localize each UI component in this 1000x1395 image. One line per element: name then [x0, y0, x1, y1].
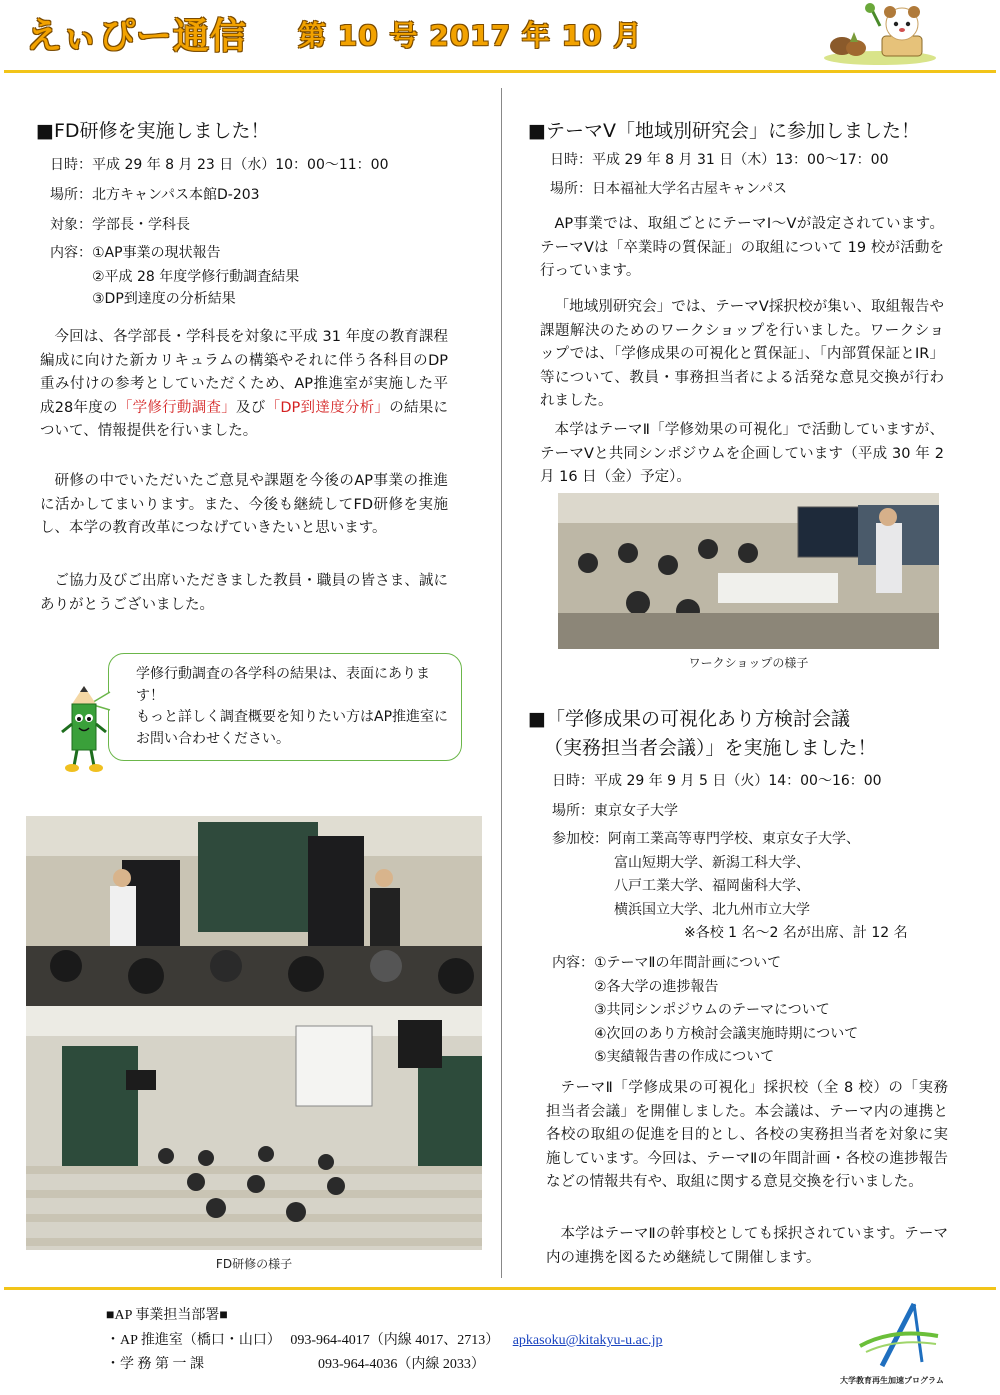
masthead-title: えぃぴー通信: [26, 16, 247, 57]
workshop-photo-caption: ワークショップの様子: [688, 656, 809, 670]
fd-meta-row: ③DP到達度の分析結果: [92, 291, 236, 307]
footer-tel-ap: 093-964-4017（内線 4017、2713）: [290, 1333, 500, 1348]
fd-paragraph-1: 今回は、各学部長・学科長を対象に平成 31 年度の教育課程編成に向けた新カリキュラムの構築やそれに伴う各科目のDP重み付けの参考としていただくため、AP推進室が実施した平成28年度の「学修行動調査」及び「DP到達度分析」の結果について、情報提供を行いました。: [40, 329, 449, 439]
meeting-paragraph-2: 本学はテーマⅡの幹事校としても採択されています。テーマ内の連携を図るため継続して開催します。: [546, 1226, 948, 1266]
highlight-survey: 「学修行動調査」: [117, 399, 237, 416]
fd-meta-row: 対象：学部長・学科長: [50, 217, 190, 233]
theme5-paragraph-2: 「地域別研究会」では、テーマⅤ採択校が集い、取組報告や課題解決のためのワークショップを行いました。ワークショップでは、「学修成果の可視化と質保証」、「内部質保証とIR」等について、教員・事務担当者による活発な意見交換が行われました。: [540, 299, 944, 409]
highlight-dp: 「DP到達度分析」: [265, 399, 390, 416]
workshop-photo: [558, 493, 939, 649]
theme5-meta: [550, 148, 889, 202]
meeting-paragraph-1: テーマⅡ「学修成果の可視化」採択校（全 8 校）の「実務担当者会議」を開催しました。本会議は、テーマ内の連携と各校の取組の促進を目的とし、各校の実務担当者を対象に実施しています。今回は、テーマⅡの年間計画・各校の進捗報告などの情報共有や、取組に関する意見交換を行いました。: [546, 1080, 948, 1190]
fd-meta-row: 場所：北方キャンパス本館D-203: [50, 187, 260, 203]
meeting-schools: 参加校：阿南工業高等専門学校、東京女子大学、 富山短期大学、新潟工科大学、 八戸工業大学、福岡歯科大学、 横浜国立大学、北九州市立大学 ※各校 1 名～2 名が出席、計 12 名: [552, 831, 908, 941]
theme5-paragraph-1: AP事業では、取組ごとにテーマⅠ～Ⅴが設定されています。テーマⅤは「卒業時の質保証」の取組について 19 校が活動を行っています。: [540, 216, 944, 279]
footer-heading: ■AP 事業担当部署■: [106, 1308, 228, 1323]
meeting-section-title-1: ■「学修成果の可視化あり方検討会議: [528, 708, 850, 730]
meeting-date: 日時：平成 29 年 9 月 5 日（火）14：00～16：00: [552, 773, 882, 789]
footer-dept-ap: ・AP 推進室（橋口・山口）: [106, 1333, 281, 1348]
meeting-place: 場所：東京女子大学: [552, 803, 678, 819]
bubble-text: 学修行動調査の各学科の結果は、表面にあります！ もっと詳しく調査概要を知りたい方はAP推進室にお問い合わせください。: [136, 666, 449, 747]
pencil-mascot-icon: [58, 686, 110, 778]
footer-email-link[interactable]: apkasoku@kitakyu-u.ac.jp: [512, 1333, 663, 1348]
fd-meta-row: 内容：①AP事業の現状報告: [50, 245, 221, 261]
footer-dept-gakumu: ・学 務 第 一 課: [106, 1357, 204, 1372]
fd-photo-bottom: [26, 1006, 482, 1250]
fd-paragraph-3: ご協力及びご出席いただきました教員・職員の皆さま、誠にありがとうございました。: [40, 573, 448, 613]
fd-meta-row: 日時：平成 29 年 8 月 23 日（水）10：00～11：00: [50, 157, 389, 173]
ap-program-logo-icon: [852, 1302, 942, 1378]
header-rule: [4, 70, 996, 73]
footer-row-ap: [106, 1330, 662, 1351]
theme5-meta-row: 日時：平成 29 年 8 月 31 日（木）13：00～17：00: [550, 152, 889, 168]
meeting-section-title-2: （実務担当者会議）」を実施しました！: [544, 737, 877, 759]
fd-meta-row: ②平成 28 年度学修行動調査結果: [92, 269, 300, 285]
theme5-section-title: ■テーマⅤ「地域別研究会」に参加しました！: [528, 120, 920, 142]
column-divider: [501, 88, 502, 1278]
fd-photo-top: [26, 816, 482, 1006]
meeting-content: 内容：①テーマⅡの年間計画について ②各大学の進捗報告 ③共同シンポジウムのテーマについて ④次回のあり方検討会議実施時期について ⑤実績報告書の作成について: [552, 955, 859, 1065]
fd-paragraph-2: 研修の中でいただいたご意見や課題を今後のAP事業の推進に活かしてまいります。また、今後も継続してFD研修を実施し、本学の教育改革につなげていきたいと思います。: [40, 473, 448, 536]
fd-photo-caption: FD研修の様子: [215, 1257, 293, 1271]
theme5-meta-row: 場所：日本福祉大学名古屋キャンパス: [550, 181, 788, 197]
footer-row-gakumu: [106, 1354, 485, 1375]
footer-tel-gakumu: 093-964-4036（内線 2033）: [318, 1357, 485, 1372]
mascot-illustration: [820, 2, 940, 66]
footer-rule: [4, 1287, 996, 1290]
issue-date: 第 10 号 2017 年 10 月: [298, 19, 643, 52]
theme5-paragraph-3: 本学はテーマⅡ「学修効果の可視化」で活動していますが、テーマⅤと共同シンポジウムを企画しています（平成 30 年 2 月 16 日（金）予定）。: [540, 422, 944, 485]
fd-section-title: ■FD研修を実施しました！: [36, 120, 270, 142]
fd-meta: [50, 153, 389, 310]
ap-program-logo-text: 大学教育再生加速プログラム: [840, 1376, 944, 1385]
